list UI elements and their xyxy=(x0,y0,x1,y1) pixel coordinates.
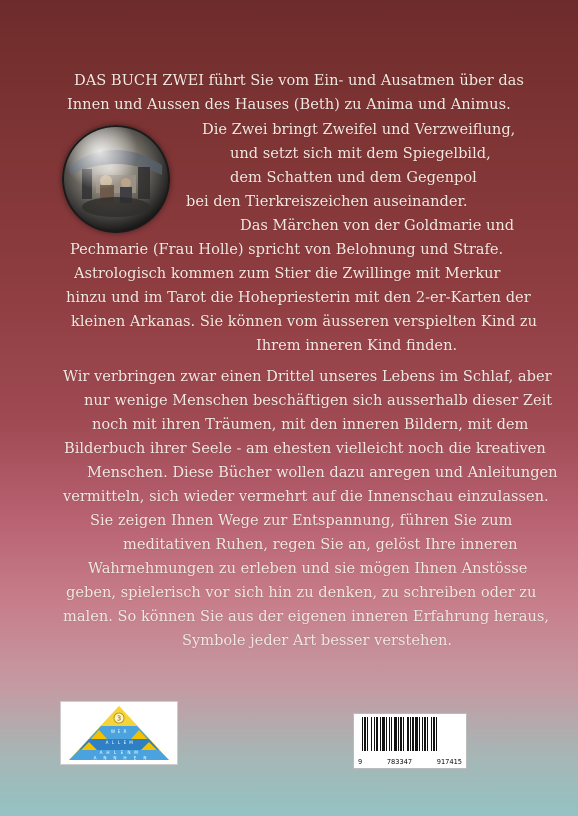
barcode-bar xyxy=(374,717,375,751)
logo-letter: A xyxy=(105,740,109,745)
logo-letter: R xyxy=(123,729,127,734)
barcode-bar xyxy=(389,717,390,751)
logo-letter: N xyxy=(127,750,131,755)
barcode-bar xyxy=(419,717,420,751)
logo-letter: E xyxy=(123,740,127,745)
barcode-bar xyxy=(362,717,363,751)
logo-letter: H xyxy=(123,755,127,761)
text-line: malen. So können Sie aus der eigenen inneren Erfahrung heraus, xyxy=(63,608,550,625)
text-line: nur wenige Menschen beschäftigen sich ausserhalb dieser Zeit xyxy=(84,392,553,409)
text-line: Innen und Aussen des Hauses (Beth) zu Anima und Animus. xyxy=(67,96,511,113)
barcode-bar xyxy=(391,717,392,751)
barcode-bar xyxy=(410,717,411,751)
logo-letter: N xyxy=(143,755,147,761)
logo-letter: N xyxy=(103,755,107,761)
text-line: kleinen Arkanas. Sie können vom äusseren verspielten Kind zu xyxy=(71,313,537,330)
text-line: hinzu und im Tarot die Hohepriesterin mit den 2-er-Karten der xyxy=(66,289,531,306)
text-line: vermitteln, sich wieder vermehrt auf die Innenschau einzulassen. xyxy=(63,488,549,505)
logo-letter: L xyxy=(113,750,117,755)
text-line: und setzt sich mit dem Spiegelbild, xyxy=(230,145,491,162)
text-line: geben, spielerisch vor sich hin zu denken, zu schreiben oder zu xyxy=(66,584,537,601)
logo-letter: A xyxy=(93,755,97,761)
text-line: Pechmarie (Frau Holle) spricht von Belohnung und Strafe. xyxy=(70,241,504,258)
logo-letter: L xyxy=(117,740,121,745)
logo-number: 3 xyxy=(116,714,122,723)
logo-letter: M xyxy=(134,750,138,755)
text-line: Das Märchen von der Goldmarie und xyxy=(240,217,515,234)
barcode-bar xyxy=(431,717,432,751)
barcode-bar xyxy=(433,717,435,751)
barcode-bar xyxy=(403,717,404,751)
text-line: Bilderbuch ihrer Seele - am ehesten vielleicht noch die kreativen xyxy=(64,440,546,457)
isbn-digit-group: 917415 xyxy=(436,758,462,766)
barcode-bar xyxy=(415,717,418,751)
text-line: Ihrem inneren Kind finden. xyxy=(256,337,458,354)
barcode-bar xyxy=(400,717,402,751)
barcode-bar xyxy=(412,717,414,751)
barcode-bar xyxy=(371,717,372,751)
isbn-digit-group: 9 xyxy=(358,758,363,766)
logo-letter: L xyxy=(111,740,115,745)
isbn-number xyxy=(354,758,466,766)
text-line: DAS BUCH ZWEI führt Sie vom Ein- und Ausatmen über das xyxy=(74,72,524,89)
logo-letter: E xyxy=(117,729,121,734)
barcode-bar xyxy=(422,717,423,751)
barcode-bar xyxy=(427,717,428,751)
barcode-bar xyxy=(367,717,368,751)
barcode-bar xyxy=(382,717,385,751)
text-line: Astrologisch kommen zum Stier die Zwillinge mit Merkur xyxy=(74,265,501,282)
text-line: bei den Tierkreiszeichen auseinander. xyxy=(186,193,468,210)
text-line: noch mit ihren Träumen, mit den inneren Bildern, mit dem xyxy=(92,416,529,433)
mirror-sphere-photo xyxy=(62,125,170,233)
text-line: dem Schatten und dem Gegenpol xyxy=(230,169,477,186)
mirror-sphere-image xyxy=(62,125,170,233)
text-line: Die Zwei bringt Zweifel und Verzweiflung, xyxy=(202,121,516,138)
text-line: Symbole jeder Art besser verstehen. xyxy=(182,632,453,649)
barcode-bar xyxy=(407,717,409,751)
barcode-bar xyxy=(376,717,378,751)
barcode-bar xyxy=(364,717,366,751)
barcode-bar xyxy=(398,717,399,751)
barcode-bar xyxy=(386,717,387,751)
barcode-bar xyxy=(394,717,397,751)
barcode-bar xyxy=(436,717,437,751)
text-line: meditativen Ruhen, regen Sie an, gelöst Ihre inneren xyxy=(123,536,518,553)
logo-letter: A xyxy=(99,750,103,755)
logo-letter: M xyxy=(129,740,133,745)
isbn-barcode xyxy=(353,713,467,769)
logo-letter: N xyxy=(113,755,117,761)
text-line: Wir verbringen zwar einen Drittel unseres Lebens im Schlaf, aber xyxy=(63,368,552,385)
text-line: Wahrnehmungen zu erleben und sie mögen Ihnen Anstösse xyxy=(88,560,528,577)
text-line: Menschen. Diese Bücher wollen dazu anregen und Anleitungen xyxy=(87,464,558,481)
text-line: Sie zeigen Ihnen Wege zur Entspannung, führen Sie zum xyxy=(90,512,513,529)
logo-letter: E xyxy=(120,750,124,755)
barcode-bars xyxy=(354,717,466,757)
publisher-logo-pyramid xyxy=(61,702,177,764)
publisher-logo xyxy=(60,701,178,765)
barcode-bar xyxy=(424,717,426,751)
logo-letter: H xyxy=(106,750,110,755)
isbn-digit-group: 783347 xyxy=(386,758,413,766)
logo-letter: W xyxy=(110,729,116,734)
barcode-bar xyxy=(380,717,381,751)
logo-letter: E xyxy=(133,755,137,761)
